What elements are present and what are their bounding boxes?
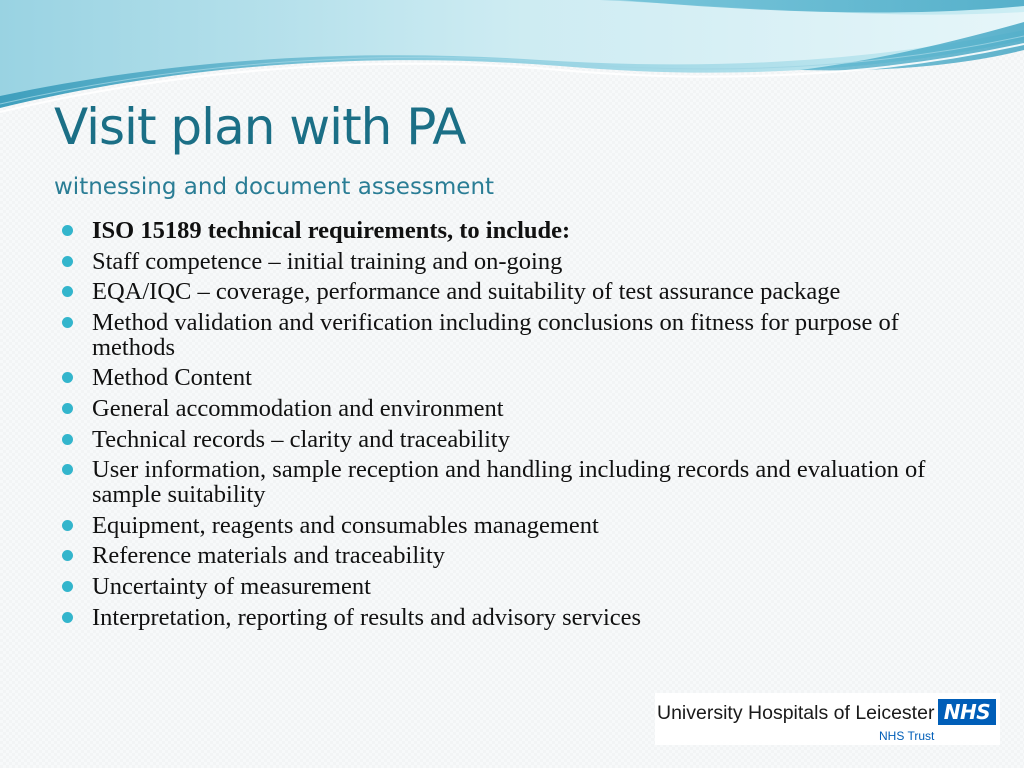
- bullet-item: [60, 574, 960, 599]
- logo-organisation-name: University Hospitals of Leicester: [657, 702, 935, 724]
- bullet-text: User information, sample reception and handling including records and evaluation of sample suitability: [92, 456, 926, 509]
- bullet-dot-icon: [62, 612, 73, 623]
- bullet-dot-icon: [62, 464, 73, 475]
- bullet-dot-icon: [62, 256, 73, 267]
- bullet-item: [60, 310, 960, 360]
- bullet-text: ISO 15189 technical requirements, to include:: [92, 217, 571, 244]
- bullet-item: [60, 396, 960, 421]
- slide-title: Visit plan with PA: [54, 98, 466, 156]
- bullet-item: [60, 457, 960, 507]
- bullet-item: [60, 513, 960, 538]
- bullet-item: [60, 218, 960, 243]
- bullet-list: [60, 218, 960, 635]
- bullet-item: [60, 427, 960, 452]
- bullet-text: Technical records – clarity and traceability: [92, 425, 510, 453]
- bullet-dot-icon: [62, 286, 73, 297]
- bullet-dot-icon: [62, 581, 73, 592]
- nhs-badge-icon: NHS: [938, 699, 996, 725]
- bullet-text: Equipment, reagents and consumables management: [92, 511, 599, 539]
- bullet-item: [60, 365, 960, 390]
- logo-trust-label: NHS Trust: [879, 729, 935, 743]
- bullet-text: Method Content: [92, 364, 252, 392]
- bullet-dot-icon: [62, 225, 73, 236]
- slide-subtitle: witnessing and document assessment: [54, 174, 495, 200]
- bullet-dot-icon: [62, 403, 73, 414]
- bullet-dot-icon: [62, 520, 73, 531]
- bullet-text: General accommodation and environment: [92, 394, 504, 422]
- bullet-item: [60, 605, 960, 630]
- bullet-text: Staff competence – initial training and on-going: [92, 247, 563, 275]
- bullet-text: Uncertainty of measurement: [92, 572, 371, 600]
- organisation-logo: [655, 693, 1000, 745]
- bullet-text: Reference materials and traceability: [92, 542, 446, 570]
- bullet-item: [60, 279, 960, 304]
- bullet-item: [60, 249, 960, 274]
- bullet-dot-icon: [62, 372, 73, 383]
- bullet-dot-icon: [62, 550, 73, 561]
- bullet-dot-icon: [62, 434, 73, 445]
- bullet-item: [60, 543, 960, 568]
- bullet-text: Method validation and verification including conclusions on fitness for purpose of methods: [92, 308, 899, 361]
- bullet-text: EQA/IQC – coverage, performance and suitability of test assurance package: [92, 278, 841, 306]
- bullet-text: Interpretation, reporting of results and advisory services: [92, 603, 642, 631]
- bullet-dot-icon: [62, 317, 73, 328]
